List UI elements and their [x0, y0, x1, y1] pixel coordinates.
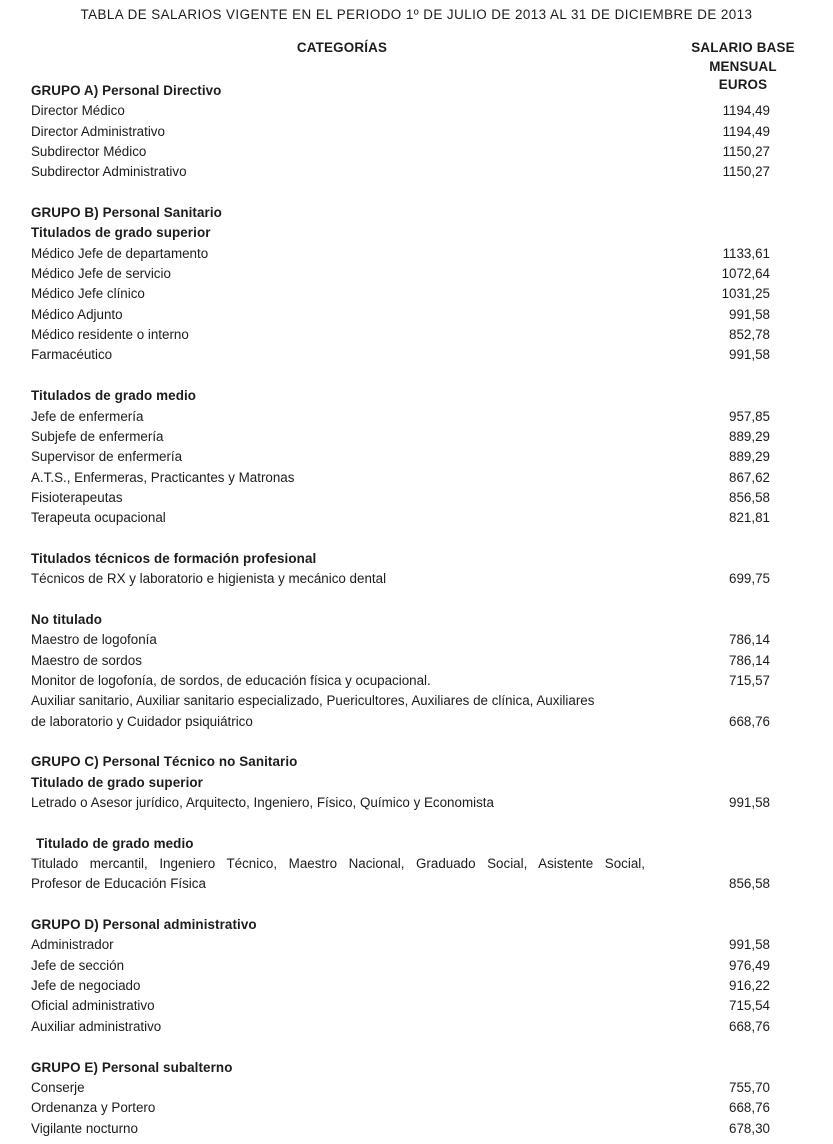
table-row: [31, 935, 770, 955]
table-row: [31, 854, 770, 895]
salary-value: 1031,25: [721, 286, 770, 302]
table-section: [31, 610, 770, 732]
table-row: [31, 1078, 770, 1098]
column-header-salary: [656, 39, 830, 95]
table-row: [31, 122, 770, 142]
table-section: [31, 752, 770, 813]
table-row: [31, 305, 770, 325]
category-label-line: de laboratorio y Cuidador psiquiátrico: [31, 713, 253, 729]
table-section: [31, 1058, 770, 1139]
category-label: Terapeuta ocupacional: [31, 510, 166, 526]
section-heading: GRUPO A) Personal Directivo: [31, 83, 222, 98]
salary-value: 1194,49: [722, 123, 770, 139]
category-label: Médico Jefe clínico: [31, 286, 145, 302]
salary-value: 668,76: [729, 1018, 770, 1034]
salary-value: 976,49: [729, 957, 770, 973]
salary-value: 889,29: [729, 428, 770, 444]
table-section: [31, 549, 770, 590]
table-row: [31, 101, 770, 121]
table-row: [31, 508, 770, 528]
salary-value: 856,58: [729, 489, 770, 505]
table-row: [31, 956, 770, 976]
salary-value: 699,75: [729, 571, 770, 587]
category-label: Médico residente o interno: [31, 327, 189, 343]
category-label: Jefe de enfermería: [31, 408, 144, 424]
salary-value: 889,29: [729, 449, 770, 465]
table-row: [31, 1119, 770, 1139]
table-section: [31, 81, 770, 183]
column-header-categories: CATEGORÍAS: [296, 40, 388, 55]
table-row: [31, 142, 770, 162]
category-label: Médico Jefe de servicio: [31, 266, 171, 282]
column-header-salary-line1: SALARIO BASE MENSUAL: [691, 40, 795, 74]
category-label: Auxiliar administrativo: [31, 1018, 162, 1034]
salary-value: 821,81: [729, 510, 770, 526]
salary-value: 957,85: [729, 408, 770, 424]
category-label: A.T.S., Enfermeras, Practicantes y Matronas: [31, 469, 295, 485]
category-label: Subjefe de enfermería: [31, 428, 164, 444]
section-heading: Titulados de grado medio: [31, 388, 197, 404]
salary-value: 991,58: [729, 937, 770, 953]
salary-value: 668,76: [729, 1100, 770, 1116]
table-row: [31, 244, 770, 264]
table-row: [31, 162, 770, 182]
section-heading: GRUPO D) Personal administrativo: [31, 917, 257, 933]
category-label: Técnicos de RX y laboratorio e higienista y mecánico dental: [31, 571, 387, 587]
category-label: Subdirector Médico: [31, 144, 147, 160]
salary-value: 867,62: [729, 469, 770, 485]
category-label: [31, 854, 645, 895]
category-label: [31, 691, 594, 732]
category-label: Ordenanza y Portero: [31, 1100, 156, 1116]
category-label-line: Auxiliar sanitario, Auxiliar sanitario especializado, Puericultores, Auxiliares de clínica, Auxiliares: [31, 693, 595, 709]
table-row: [31, 468, 770, 488]
section-heading: No titulado: [31, 611, 103, 627]
category-label: Médico Adjunto: [31, 306, 123, 322]
section-heading: GRUPO C) Personal Técnico no Sanitario: [31, 754, 298, 770]
table-row: [31, 996, 770, 1016]
salary-value: 1150,27: [722, 144, 770, 160]
category-label: Letrado o Asesor jurídico, Arquitecto, Ingeniero, Físico, Químico y Economista: [31, 795, 494, 811]
table-section: [31, 203, 770, 366]
table-row: [31, 345, 770, 365]
table-row: [31, 447, 770, 467]
section-heading: Titulados técnicos de formación profesional: [31, 550, 317, 566]
category-label: Conserje: [31, 1079, 85, 1095]
category-label: Supervisor de enfermería: [31, 449, 183, 465]
salary-value: 856,58: [729, 876, 770, 892]
category-label: Oficial administrativo: [31, 998, 155, 1014]
table-body: [0, 81, 833, 1139]
salary-value: 1133,61: [722, 245, 770, 261]
section-heading: Titulado de grado medio: [36, 835, 194, 851]
table-row: [31, 407, 770, 427]
category-label: Médico Jefe de departamento: [31, 245, 209, 261]
table-row: [31, 284, 770, 304]
table-row: [31, 793, 770, 813]
column-header-salary-line2: EUROS: [718, 77, 768, 92]
category-label: Monitor de logofonía, de sordos, de educación física y ocupacional.: [31, 672, 431, 688]
salary-value: 1194,49: [722, 103, 770, 119]
section-heading: GRUPO E) Personal subalterno: [31, 1059, 233, 1075]
salary-value: 678,30: [729, 1120, 770, 1136]
salary-value: 668,76: [729, 713, 770, 729]
table-row: [31, 651, 770, 671]
section-heading: GRUPO B) Personal Sanitario: [31, 205, 222, 221]
category-label: Fisioterapeutas: [31, 489, 123, 505]
salary-value: 1150,27: [722, 164, 770, 180]
table-row: [31, 488, 770, 508]
table-row: [31, 1017, 770, 1037]
table-row: [31, 325, 770, 345]
category-label: Jefe de negociado: [31, 978, 141, 994]
salary-value: 1072,64: [721, 266, 770, 282]
document-title: TABLA DE SALARIOS VIGENTE EN EL PERIODO 1º DE JULIO DE 2013 AL 31 DE DICIEMBRE DE 2013: [80, 7, 753, 22]
salary-value: 715,57: [729, 672, 770, 688]
table-section: [31, 834, 770, 895]
salary-value: 852,78: [729, 327, 770, 343]
category-label: Administrador: [31, 937, 114, 953]
category-label: Maestro de sordos: [31, 652, 142, 668]
category-label: Director Administrativo: [31, 123, 165, 139]
table-section: [31, 386, 770, 528]
salary-value: 916,22: [729, 978, 770, 994]
salary-value: 786,14: [729, 632, 770, 648]
table-row: [31, 671, 770, 691]
category-label: Farmacéutico: [31, 347, 113, 363]
category-label: Director Médico: [31, 103, 125, 119]
table-section: [31, 915, 770, 1037]
section-heading: Titulado de grado superior: [31, 774, 203, 790]
table-row: [31, 691, 770, 732]
section-heading: Titulados de grado superior: [31, 225, 211, 241]
category-label-line: Titulado mercantil, Ingeniero Técnico, Maestro Nacional, Graduado Social, Asistente Social,: [31, 856, 645, 872]
category-label-line: Profesor de Educación Física: [31, 876, 206, 892]
category-label: Vigilante nocturno: [31, 1120, 138, 1136]
salary-value: 991,58: [729, 347, 770, 363]
salary-value: 786,14: [729, 652, 770, 668]
salary-value: 991,58: [729, 795, 770, 811]
table-row: [31, 569, 770, 589]
table-row: [31, 976, 770, 996]
table-row: [31, 427, 770, 447]
salary-value: 991,58: [729, 306, 770, 322]
category-label: Subdirector Administrativo: [31, 164, 187, 180]
table-row: [31, 264, 770, 284]
salary-value: 715,54: [729, 998, 770, 1014]
table-row: [31, 1098, 770, 1118]
category-label: Jefe de sección: [31, 957, 125, 973]
salary-value: 755,70: [729, 1079, 770, 1095]
table-row: [31, 630, 770, 650]
category-label: Maestro de logofonía: [31, 632, 157, 648]
